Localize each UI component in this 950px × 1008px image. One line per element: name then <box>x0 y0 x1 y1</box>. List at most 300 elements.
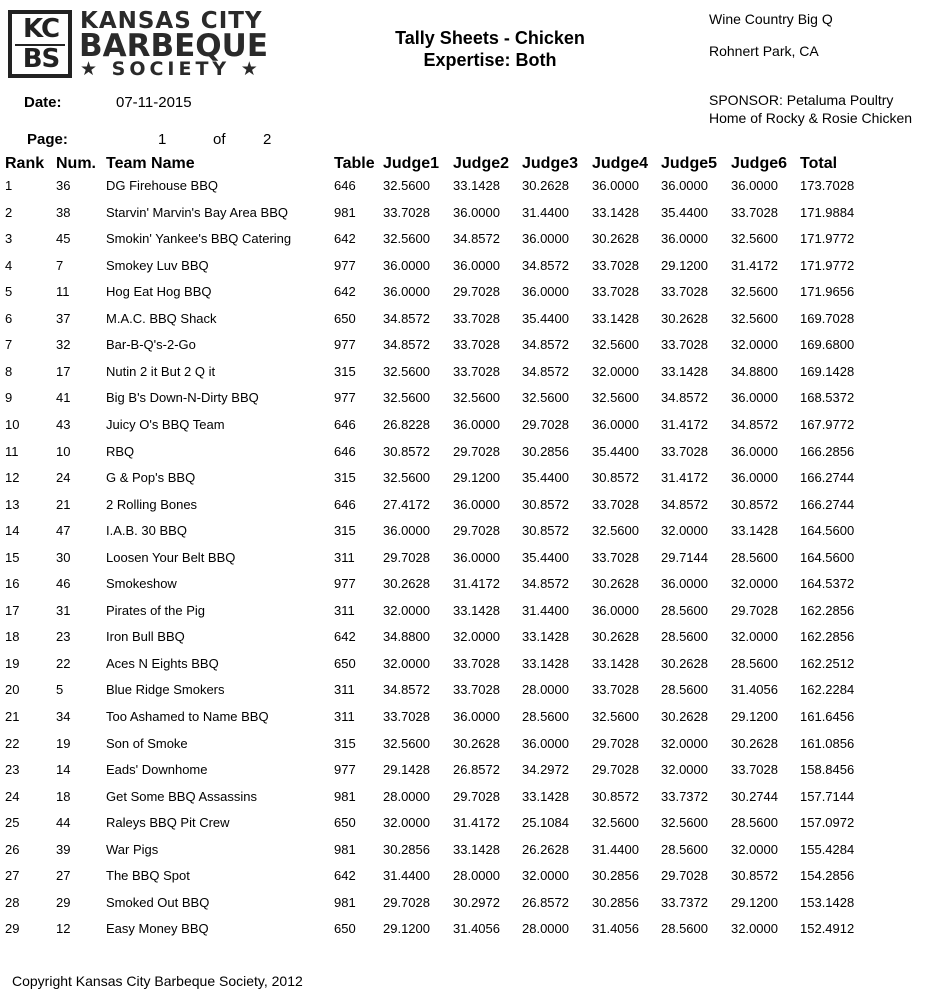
event-name: Wine Country Big Q <box>709 11 833 27</box>
cell-judge3: 34.8572 <box>522 576 569 592</box>
cell-table: 646 <box>334 416 356 432</box>
cell-num: 34 <box>56 709 71 724</box>
cell-judge4: 32.5600 <box>592 709 639 724</box>
cell-judge2: 32.0000 <box>453 629 500 645</box>
cell-total: 167.9772 <box>800 416 855 432</box>
cell-team-name: Too Ashamed to Name BBQ <box>106 709 269 724</box>
cell-judge3: 28.5600 <box>522 709 569 724</box>
cell-judge3: 34.8572 <box>522 257 569 273</box>
cell-judge1: 32.5600 <box>383 178 430 193</box>
table-row <box>0 921 950 941</box>
cell-table: 646 <box>334 496 356 512</box>
cell-num: 14 <box>56 762 71 778</box>
cell-judge3: 26.8572 <box>522 894 569 910</box>
cell-rank: 13 <box>5 496 20 512</box>
cell-judge1: 32.0000 <box>383 602 430 618</box>
cell-table: 981 <box>334 894 356 910</box>
cell-judge2: 36.0000 <box>453 709 500 724</box>
cell-judge3: 35.4400 <box>522 470 569 486</box>
page-label: Page: <box>27 131 68 148</box>
cell-table: 642 <box>334 868 356 884</box>
cell-table: 977 <box>334 576 356 592</box>
cell-judge6: 30.2628 <box>731 735 778 751</box>
cell-judge2: 36.0000 <box>453 416 500 432</box>
copyright-footer: Copyright Kansas City Barbeque Society, 2012 <box>12 973 303 989</box>
cell-table: 315 <box>334 735 356 751</box>
cell-total: 164.5372 <box>800 576 855 592</box>
cell-total: 171.9656 <box>800 284 855 300</box>
cell-table: 642 <box>334 231 356 247</box>
cell-judge6: 36.0000 <box>731 178 778 193</box>
cell-total: 155.4284 <box>800 841 855 857</box>
cell-num: 12 <box>56 921 71 937</box>
cell-judge4: 32.0000 <box>592 363 639 379</box>
cell-rank: 27 <box>5 868 20 884</box>
cell-judge1: 32.5600 <box>383 735 430 751</box>
cell-rank: 9 <box>5 390 13 406</box>
cell-num: 32 <box>56 337 71 353</box>
cell-judge5: 28.5600 <box>661 841 708 857</box>
cell-num: 17 <box>56 363 71 379</box>
cell-num: 45 <box>56 231 71 247</box>
cell-rank: 22 <box>5 735 20 751</box>
cell-team-name: Big B's Down-N-Dirty BBQ <box>106 390 259 406</box>
cell-num: 10 <box>56 443 71 459</box>
cell-judge3: 34.2972 <box>522 762 569 778</box>
cell-judge4: 36.0000 <box>592 602 639 618</box>
header-judge6: Judge6 <box>731 155 788 172</box>
cell-judge6: 29.1200 <box>731 709 778 724</box>
cell-judge1: 36.0000 <box>383 284 430 300</box>
page-current: 1 <box>158 131 167 148</box>
cell-num: 21 <box>56 496 71 512</box>
cell-judge4: 35.4400 <box>592 443 639 459</box>
cell-total: 166.2744 <box>800 496 855 512</box>
cell-judge3: 36.0000 <box>522 231 569 247</box>
cell-total: 168.5372 <box>800 390 855 406</box>
table-row <box>0 868 950 888</box>
cell-judge1: 28.0000 <box>383 788 430 804</box>
cell-table: 311 <box>334 682 355 698</box>
cell-judge1: 30.2856 <box>383 841 430 857</box>
cell-judge1: 34.8572 <box>383 337 430 353</box>
cell-judge3: 35.4400 <box>522 549 569 565</box>
cell-total: 164.5600 <box>800 523 855 539</box>
cell-total: 162.2512 <box>800 655 855 671</box>
table-row <box>0 629 950 649</box>
cell-judge1: 36.0000 <box>383 257 430 273</box>
cell-total: 153.1428 <box>800 894 855 910</box>
cell-judge2: 30.2628 <box>453 735 500 751</box>
cell-judge6: 31.4056 <box>731 682 778 698</box>
cell-total: 164.5600 <box>800 549 855 565</box>
cell-total: 166.2856 <box>800 443 855 459</box>
cell-num: 37 <box>56 310 71 326</box>
table-row <box>0 762 950 782</box>
cell-judge1: 29.7028 <box>383 894 430 910</box>
cell-judge3: 31.4400 <box>522 204 569 220</box>
cell-judge4: 30.2856 <box>592 894 639 910</box>
cell-total: 169.1428 <box>800 363 855 379</box>
cell-team-name: Pirates of the Pig <box>106 602 205 618</box>
cell-total: 161.6456 <box>800 709 855 724</box>
cell-rank: 1 <box>5 178 13 193</box>
cell-table: 311 <box>334 549 355 565</box>
cell-judge2: 33.7028 <box>453 310 500 326</box>
table-row <box>0 178 950 198</box>
cell-judge2: 31.4172 <box>453 576 500 592</box>
cell-rank: 12 <box>5 470 20 486</box>
cell-team-name: Hog Eat Hog BBQ <box>106 284 212 300</box>
cell-judge3: 36.0000 <box>522 284 569 300</box>
cell-rank: 2 <box>5 204 13 220</box>
cell-judge6: 32.0000 <box>731 921 778 937</box>
cell-table: 642 <box>334 629 356 645</box>
cell-judge3: 34.8572 <box>522 363 569 379</box>
cell-judge4: 36.0000 <box>592 416 639 432</box>
cell-total: 162.2856 <box>800 602 855 618</box>
cell-num: 18 <box>56 788 71 804</box>
cell-table: 650 <box>334 921 356 937</box>
cell-rank: 23 <box>5 762 20 778</box>
cell-judge1: 32.5600 <box>383 363 430 379</box>
cell-judge5: 36.0000 <box>661 576 708 592</box>
logo-text-line3: ★ SOCIETY ★ <box>80 58 262 80</box>
cell-judge6: 31.4172 <box>731 257 778 273</box>
cell-judge1: 32.5600 <box>383 470 430 486</box>
cell-judge4: 33.1428 <box>592 310 639 326</box>
cell-judge3: 33.1428 <box>522 788 569 804</box>
cell-num: 39 <box>56 841 71 857</box>
cell-judge3: 32.0000 <box>522 868 569 884</box>
cell-table: 646 <box>334 443 356 459</box>
header-rank: Rank <box>5 155 45 172</box>
cell-rank: 14 <box>5 523 20 539</box>
cell-num: 23 <box>56 629 71 645</box>
cell-judge1: 32.5600 <box>383 231 430 247</box>
cell-table: 650 <box>334 310 356 326</box>
table-row <box>0 656 950 676</box>
cell-total: 173.7028 <box>800 178 855 193</box>
cell-judge6: 29.1200 <box>731 894 778 910</box>
cell-judge2: 29.7028 <box>453 788 500 804</box>
cell-judge2: 36.0000 <box>453 204 500 220</box>
cell-judge4: 33.7028 <box>592 496 639 512</box>
cell-judge3: 26.2628 <box>522 841 569 857</box>
cell-judge5: 33.7372 <box>661 788 708 804</box>
cell-judge1: 33.7028 <box>383 204 430 220</box>
page-total: 2 <box>263 131 272 148</box>
cell-judge2: 36.0000 <box>453 496 500 512</box>
table-row <box>0 205 950 225</box>
logo-text-line2: BARBEQUE <box>79 28 268 64</box>
cell-judge5: 28.5600 <box>661 682 708 698</box>
cell-judge6: 29.7028 <box>731 602 778 618</box>
cell-judge3: 36.0000 <box>522 735 569 751</box>
cell-judge4: 33.1428 <box>592 655 639 671</box>
cell-team-name: The BBQ Spot <box>106 868 190 884</box>
cell-judge6: 33.7028 <box>731 762 778 778</box>
cell-rank: 28 <box>5 894 20 910</box>
table-row <box>0 576 950 596</box>
cell-judge5: 36.0000 <box>661 178 708 193</box>
report-title: Tally Sheets - Chicken <box>395 28 585 48</box>
cell-judge5: 36.0000 <box>661 231 708 247</box>
cell-rank: 25 <box>5 815 20 831</box>
report-subtitle: Expertise: Both <box>423 50 557 70</box>
cell-judge4: 33.7028 <box>592 257 639 273</box>
cell-total: 158.8456 <box>800 762 855 778</box>
cell-rank: 20 <box>5 682 20 698</box>
cell-judge2: 33.1428 <box>453 841 500 857</box>
cell-judge2: 33.1428 <box>453 178 500 193</box>
cell-judge5: 33.7372 <box>661 894 708 910</box>
cell-judge1: 26.8228 <box>383 416 430 432</box>
cell-table: 311 <box>334 709 355 724</box>
cell-judge3: 31.4400 <box>522 602 569 618</box>
cell-judge5: 32.0000 <box>661 735 708 751</box>
cell-judge4: 30.8572 <box>592 470 639 486</box>
cell-judge4: 30.2628 <box>592 629 639 645</box>
cell-rank: 21 <box>5 709 20 724</box>
cell-rank: 6 <box>5 310 13 326</box>
cell-num: 47 <box>56 523 71 539</box>
cell-judge6: 30.8572 <box>731 868 778 884</box>
cell-team-name: 2 Rolling Bones <box>106 496 198 512</box>
cell-total: 171.9772 <box>800 257 855 273</box>
cell-judge5: 32.5600 <box>661 815 708 831</box>
cell-total: 161.0856 <box>800 735 855 751</box>
cell-rank: 19 <box>5 655 20 671</box>
kcbs-logo-mark <box>8 10 72 78</box>
cell-judge4: 33.7028 <box>592 284 639 300</box>
cell-rank: 5 <box>5 284 13 300</box>
cell-judge6: 32.5600 <box>731 310 778 326</box>
cell-judge3: 30.8572 <box>522 523 569 539</box>
cell-judge4: 33.1428 <box>592 204 639 220</box>
cell-judge1: 29.1200 <box>383 921 430 937</box>
table-row <box>0 390 950 410</box>
table-row <box>0 789 950 809</box>
cell-num: 38 <box>56 204 71 220</box>
cell-team-name: Starvin' Marvin's Bay Area BBQ <box>106 204 288 220</box>
cell-judge5: 33.7028 <box>661 443 708 459</box>
cell-judge6: 30.2744 <box>731 788 778 804</box>
cell-table: 981 <box>334 841 356 857</box>
cell-judge4: 33.7028 <box>592 549 639 565</box>
cell-judge4: 32.5600 <box>592 337 639 353</box>
cell-judge6: 33.1428 <box>731 523 778 539</box>
header-num: Num. <box>56 155 96 172</box>
cell-judge2: 33.1428 <box>453 602 500 618</box>
cell-table: 311 <box>334 602 355 618</box>
cell-team-name: Smoked Out BBQ <box>106 894 210 910</box>
cell-judge6: 36.0000 <box>731 470 778 486</box>
cell-judge3: 33.1428 <box>522 629 569 645</box>
table-row <box>0 603 950 623</box>
table-row <box>0 523 950 543</box>
cell-judge2: 34.8572 <box>453 231 500 247</box>
cell-judge2: 36.0000 <box>453 257 500 273</box>
cell-judge4: 30.2856 <box>592 868 639 884</box>
cell-judge1: 34.8572 <box>383 310 430 326</box>
event-sponsor-tagline: Home of Rocky & Rosie Chicken <box>709 110 913 126</box>
cell-judge6: 28.5600 <box>731 655 778 671</box>
header-total: Total <box>800 155 838 172</box>
cell-judge6: 32.0000 <box>731 841 778 857</box>
cell-judge4: 32.5600 <box>592 815 639 831</box>
cell-judge4: 29.7028 <box>592 762 639 778</box>
cell-judge2: 29.7028 <box>453 443 500 459</box>
cell-judge5: 33.7028 <box>661 284 708 300</box>
cell-judge1: 33.7028 <box>383 709 430 724</box>
cell-judge4: 31.4056 <box>592 921 639 937</box>
cell-judge2: 29.7028 <box>453 523 500 539</box>
cell-judge2: 26.8572 <box>453 762 500 778</box>
cell-judge5: 33.1428 <box>661 363 708 379</box>
cell-judge2: 31.4172 <box>453 815 500 831</box>
cell-num: 22 <box>56 655 71 671</box>
cell-team-name: G & Pop's BBQ <box>106 470 196 486</box>
cell-judge3: 29.7028 <box>522 416 569 432</box>
cell-judge2: 33.7028 <box>453 682 500 698</box>
header-table: Table <box>334 155 375 172</box>
cell-judge6: 32.0000 <box>731 576 778 592</box>
table-row <box>0 709 950 729</box>
cell-judge3: 28.0000 <box>522 682 569 698</box>
cell-table: 981 <box>334 788 356 804</box>
cell-judge1: 29.1428 <box>383 762 430 778</box>
cell-num: 19 <box>56 735 71 751</box>
cell-total: 157.7144 <box>800 788 855 804</box>
table-row <box>0 284 950 304</box>
cell-judge2: 33.7028 <box>453 337 500 353</box>
table-row <box>0 364 950 384</box>
cell-team-name: Aces N Eights BBQ <box>106 655 219 671</box>
cell-judge1: 30.8572 <box>383 443 430 459</box>
cell-judge5: 28.5600 <box>661 629 708 645</box>
cell-judge1: 36.0000 <box>383 523 430 539</box>
cell-team-name: Easy Money BBQ <box>106 921 209 937</box>
cell-team-name: War Pigs <box>106 841 159 857</box>
cell-team-name: Raleys BBQ Pit Crew <box>106 815 230 831</box>
table-row <box>0 231 950 251</box>
cell-judge4: 33.7028 <box>592 682 639 698</box>
cell-team-name: Iron Bull BBQ <box>106 629 185 645</box>
cell-judge5: 33.7028 <box>661 337 708 353</box>
header-judge4: Judge4 <box>592 155 649 172</box>
cell-judge5: 29.7028 <box>661 868 708 884</box>
cell-judge4: 29.7028 <box>592 735 639 751</box>
cell-rank: 7 <box>5 337 13 353</box>
header-team-name: Team Name <box>106 155 195 172</box>
cell-num: 41 <box>56 390 71 406</box>
cell-judge5: 31.4172 <box>661 416 708 432</box>
cell-table: 977 <box>334 337 356 353</box>
cell-num: 11 <box>56 284 70 300</box>
cell-team-name: Get Some BBQ Assassins <box>106 788 258 804</box>
cell-judge3: 33.1428 <box>522 655 569 671</box>
table-row <box>0 444 950 464</box>
cell-judge1: 32.5600 <box>383 390 430 406</box>
cell-team-name: RBQ <box>106 443 135 459</box>
cell-judge5: 30.2628 <box>661 655 708 671</box>
logo-mark-bottom: BS <box>22 44 60 74</box>
cell-judge5: 30.2628 <box>661 310 708 326</box>
cell-judge5: 34.8572 <box>661 390 708 406</box>
cell-judge3: 35.4400 <box>522 310 569 326</box>
cell-num: 46 <box>56 576 71 592</box>
cell-team-name: M.A.C. BBQ Shack <box>106 310 217 326</box>
cell-table: 650 <box>334 655 356 671</box>
cell-num: 44 <box>56 815 71 831</box>
header-judge1: Judge1 <box>383 155 440 172</box>
cell-judge6: 32.5600 <box>731 284 778 300</box>
cell-team-name: Juicy O's BBQ Team <box>106 416 225 432</box>
cell-judge1: 27.4172 <box>383 496 430 512</box>
cell-judge5: 35.4400 <box>661 204 708 220</box>
header-judge2: Judge2 <box>453 155 510 172</box>
cell-judge1: 34.8572 <box>383 682 430 698</box>
cell-table: 646 <box>334 178 356 193</box>
logo-text-line1: KANSAS CITY <box>80 8 263 34</box>
cell-num: 5 <box>56 682 64 698</box>
cell-judge5: 30.2628 <box>661 709 708 724</box>
cell-judge6: 32.0000 <box>731 337 778 353</box>
cell-table: 977 <box>334 762 356 778</box>
header-judge5: Judge5 <box>661 155 718 172</box>
cell-judge5: 31.4172 <box>661 470 708 486</box>
cell-total: 169.7028 <box>800 310 855 326</box>
cell-num: 27 <box>56 868 71 884</box>
cell-judge4: 31.4400 <box>592 841 639 857</box>
table-row <box>0 682 950 702</box>
cell-rank: 18 <box>5 629 20 645</box>
cell-rank: 3 <box>5 231 13 247</box>
cell-table: 642 <box>334 284 356 300</box>
table-row <box>0 258 950 278</box>
cell-num: 43 <box>56 416 71 432</box>
cell-judge6: 32.0000 <box>731 629 778 645</box>
cell-judge1: 29.7028 <box>383 549 430 565</box>
cell-judge2: 28.0000 <box>453 868 500 884</box>
cell-num: 31 <box>56 602 71 618</box>
cell-judge6: 36.0000 <box>731 390 778 406</box>
cell-team-name: Loosen Your Belt BBQ <box>106 549 236 565</box>
cell-table: 315 <box>334 523 356 539</box>
cell-table: 315 <box>334 470 356 486</box>
cell-total: 162.2284 <box>800 682 855 698</box>
cell-judge6: 36.0000 <box>731 443 778 459</box>
cell-judge5: 29.1200 <box>661 257 708 273</box>
cell-team-name: Smokey Luv BBQ <box>106 257 209 273</box>
cell-num: 24 <box>56 470 71 486</box>
cell-judge1: 32.0000 <box>383 815 430 831</box>
table-row <box>0 311 950 331</box>
cell-judge4: 30.2628 <box>592 231 639 247</box>
cell-judge6: 28.5600 <box>731 549 778 565</box>
cell-rank: 10 <box>5 416 20 432</box>
cell-table: 650 <box>334 815 356 831</box>
cell-judge5: 29.7144 <box>661 549 708 565</box>
table-row <box>0 895 950 915</box>
cell-team-name: DG Firehouse BBQ <box>106 178 218 193</box>
cell-judge3: 30.2628 <box>522 178 569 193</box>
cell-team-name: Bar-B-Q's-2-Go <box>106 337 196 353</box>
cell-judge4: 36.0000 <box>592 178 639 193</box>
cell-table: 315 <box>334 363 356 379</box>
cell-judge2: 32.5600 <box>453 390 500 406</box>
